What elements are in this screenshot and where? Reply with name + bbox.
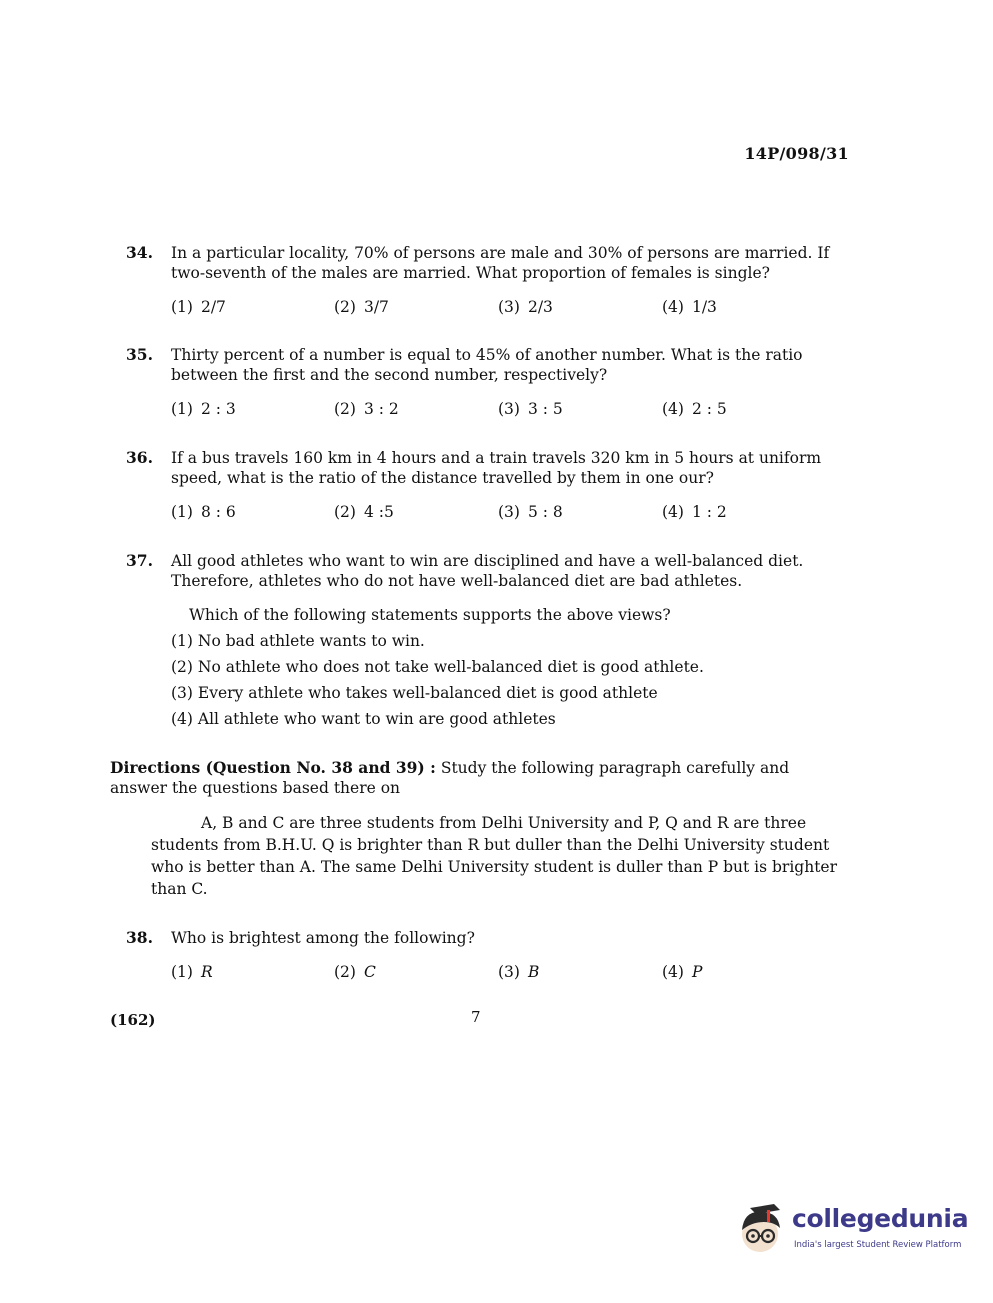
- directions: [110, 758, 848, 798]
- question-number: 37.: [126, 551, 153, 570]
- question-36: [126, 448, 848, 524]
- option-3: (3) 2/3: [498, 298, 553, 316]
- brand-name: collegedunia: [792, 1204, 969, 1233]
- question-number: 35.: [126, 345, 153, 364]
- mascot-icon: [734, 1200, 790, 1256]
- options: [171, 297, 848, 319]
- question-38: [126, 928, 848, 984]
- brand-tagline: India's largest Student Review Platform: [794, 1240, 962, 1250]
- statement-2: (2) No athlete who does not take well-balanced diet is good athlete.: [171, 658, 704, 676]
- question-text: Thirty percent of a number is equal to 45% of another number. What is the ratio between the first and the second number, respectively?: [171, 346, 803, 384]
- option-2: (2) 4 :5: [334, 503, 394, 521]
- statement-1: (1) No bad athlete wants to win.: [171, 632, 425, 650]
- option-3: (3) 5 : 8: [498, 503, 563, 521]
- question-text: In a particular locality, 70% of persons are male and 30% of persons are married. If two-seventh of the males are married. What proportion of females is single?: [171, 244, 830, 282]
- options: [171, 502, 848, 524]
- option-3: (3) B: [498, 963, 540, 981]
- question-number: 38.: [126, 928, 153, 947]
- options: [171, 399, 848, 421]
- brand-logo: [734, 1196, 969, 1262]
- options: [171, 962, 848, 984]
- statement-4: (4) All athlete who want to win are good athletes: [171, 710, 556, 728]
- option-2: (2) 3/7: [334, 298, 389, 316]
- option-1: (1) 2/7: [171, 298, 226, 316]
- option-4: (4) 1 : 2: [662, 503, 727, 521]
- option-4: (4) 2 : 5: [662, 400, 727, 418]
- folio-code: (162): [110, 1011, 156, 1029]
- option-2: (2) 3 : 2: [334, 400, 399, 418]
- option-1: (1) 2 : 3: [171, 400, 236, 418]
- question-37: [126, 551, 848, 729]
- passage: A, B and C are three students from Delhi University and P, Q and R are three students from B.H.U. Q is brighter than R but duller than the Delhi University student who is better than A. The same Delhi University student is duller than P but is brighter than C.: [151, 814, 838, 898]
- question-text: All good athletes who want to win are disciplined and have a well-balanced diet. Therefore, athletes who do not have well-balanced diet are bad athletes.: [171, 552, 804, 590]
- option-1: (1) 8 : 6: [171, 503, 236, 521]
- statement-3: (3) Every athlete who takes well-balanced diet is good athlete: [171, 684, 658, 702]
- question-text: Who is brightest among the following?: [171, 929, 475, 947]
- question-number: 36.: [126, 448, 153, 467]
- option-2: (2) C: [334, 963, 376, 981]
- paper-code: 14P/098/31: [744, 144, 849, 163]
- directions-label: Directions (Question No. 38 and 39) :: [110, 758, 436, 777]
- question-34: [126, 243, 848, 319]
- directions-text: Study the following paragraph carefully and answer the questions based there on: [110, 759, 790, 797]
- question-text: If a bus travels 160 km in 4 hours and a train travels 320 km in 5 hours at uniform speed, what is the ratio of the distance travelled by them in one our?: [171, 449, 822, 487]
- question-35: [126, 345, 848, 421]
- question-lead: Which of the following statements supports the above views?: [189, 606, 671, 624]
- question-number: 34.: [126, 243, 153, 262]
- page-number: 7: [471, 1008, 481, 1026]
- option-4: (4) P: [662, 963, 703, 981]
- option-3: (3) 3 : 5: [498, 400, 563, 418]
- option-1: (1) R: [171, 963, 213, 981]
- option-4: (4) 1/3: [662, 298, 717, 316]
